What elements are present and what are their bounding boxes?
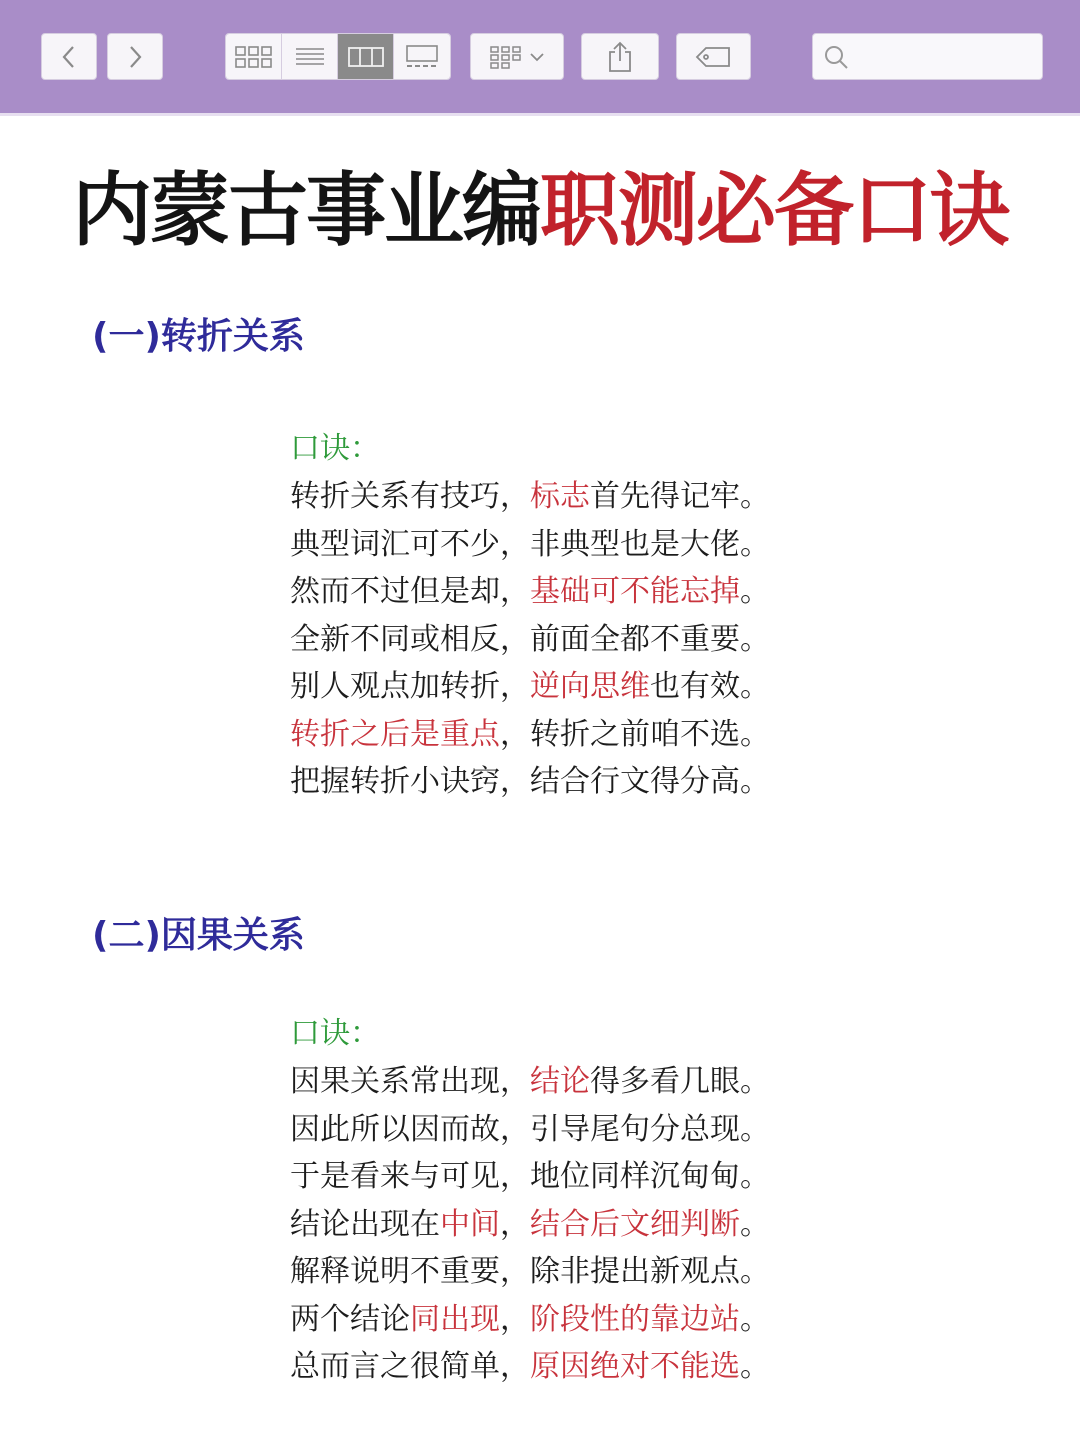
verse-label: 口诀： (290, 431, 380, 466)
verse-line (290, 663, 850, 711)
forward-button[interactable] (107, 33, 163, 80)
chevron-left-icon (59, 44, 79, 70)
verse-line (290, 1201, 850, 1249)
verse-label: 口诀： (290, 1016, 380, 1051)
verse-highlight: 基础可不能忘掉 (530, 574, 740, 609)
group-by-button[interactable] (470, 33, 564, 80)
verse-text: 结论出现在 (290, 1206, 440, 1242)
share-icon (605, 40, 635, 74)
verse-highlight: 标志 (530, 479, 590, 514)
grid-view-button[interactable] (226, 34, 282, 79)
verse-highlight: 中间 (440, 1206, 500, 1242)
verse-text: 因果关系常出现， (290, 1064, 530, 1099)
verse-text: ， (500, 1206, 530, 1242)
verse-text: 。 (740, 1206, 770, 1242)
verse-lines (290, 473, 850, 806)
gallery-view-button[interactable] (394, 34, 450, 79)
verse-text: 转折关系有技巧， (290, 479, 530, 514)
verse-lines (290, 1058, 850, 1391)
title-part-black: 内蒙古事业编 (72, 163, 540, 257)
verse-line (290, 1296, 850, 1344)
search-icon (823, 44, 851, 72)
column-view-button[interactable] (338, 34, 394, 79)
page-title (0, 162, 1080, 258)
tag-icon (694, 44, 734, 70)
verse-highlight: 原因绝对不能选 (530, 1349, 740, 1384)
verse-text: 全新不同或相反，前面全都不重要。 (290, 621, 770, 657)
search-input[interactable] (857, 34, 1037, 79)
tag-button[interactable] (676, 33, 751, 80)
verse-highlight: 转折之后是重点 (290, 716, 500, 752)
title-part-red: 职测必备口诀 (540, 163, 1008, 257)
verse-highlight: 同出现 (410, 1301, 500, 1337)
column-view-icon (347, 44, 385, 70)
verse-text: ，转折之前咱不选。 (500, 716, 770, 752)
verse-line (290, 1153, 850, 1201)
verse-text: 解释说明不重要，除非提出新观点。 (290, 1254, 770, 1289)
gallery-view-icon (403, 44, 441, 70)
window-toolbar (0, 0, 1080, 116)
verse-text: 也有效。 (650, 669, 770, 704)
verse-text: 然而不过但是却， (290, 574, 530, 609)
verse-line (290, 568, 850, 616)
verse-line (290, 1058, 850, 1106)
verse-block-cause-effect (290, 1011, 850, 1391)
verse-highlight: 结论 (530, 1064, 590, 1099)
verse-highlight: 逆向思维 (530, 669, 650, 704)
verse-text: 典型词汇可不少，非典型也是大佬。 (290, 526, 770, 562)
verse-line (290, 616, 850, 664)
verse-line (290, 1343, 850, 1391)
verse-text: 。 (740, 1301, 770, 1337)
search-field[interactable] (812, 33, 1043, 80)
list-view-button[interactable] (282, 34, 338, 79)
list-view-icon (293, 44, 327, 70)
verse-highlight: 阶段性的靠边站 (530, 1301, 740, 1337)
section-heading-cause-effect: (二)因果关系 (92, 915, 305, 956)
verse-text: 。 (740, 1349, 770, 1384)
section-heading-transition: (一)转折关系 (92, 316, 305, 357)
verse-text: 于是看来与可见，地位同样沉甸甸。 (290, 1159, 770, 1194)
verse-line (290, 1106, 850, 1154)
verse-text: 别人观点加转折， (290, 669, 530, 704)
verse-text: 首先得记牢。 (590, 479, 770, 514)
verse-text: 。 (740, 574, 770, 609)
verse-highlight: 结合后文细判断 (530, 1206, 740, 1242)
group-by-icon (488, 44, 528, 70)
verse-line (290, 473, 850, 521)
verse-block-transition (290, 426, 850, 806)
verse-text: 把握转折小诀窍，结合行文得分高。 (290, 764, 770, 799)
grid-view-icon (234, 44, 274, 70)
verse-text: 两个结论 (290, 1301, 410, 1337)
chevron-down-icon (528, 50, 546, 64)
verse-line (290, 711, 850, 759)
verse-line (290, 521, 850, 569)
view-mode-segmented-control (225, 33, 451, 80)
verse-line (290, 1248, 850, 1296)
verse-text: 因此所以因而故，引导尾句分总现。 (290, 1111, 770, 1147)
verse-line (290, 758, 850, 806)
back-button[interactable] (41, 33, 97, 80)
verse-text: 得多看几眼。 (590, 1064, 770, 1099)
verse-text: 总而言之很简单， (290, 1349, 530, 1384)
chevron-right-icon (125, 44, 145, 70)
verse-text: ， (500, 1301, 530, 1337)
share-button[interactable] (581, 33, 659, 80)
